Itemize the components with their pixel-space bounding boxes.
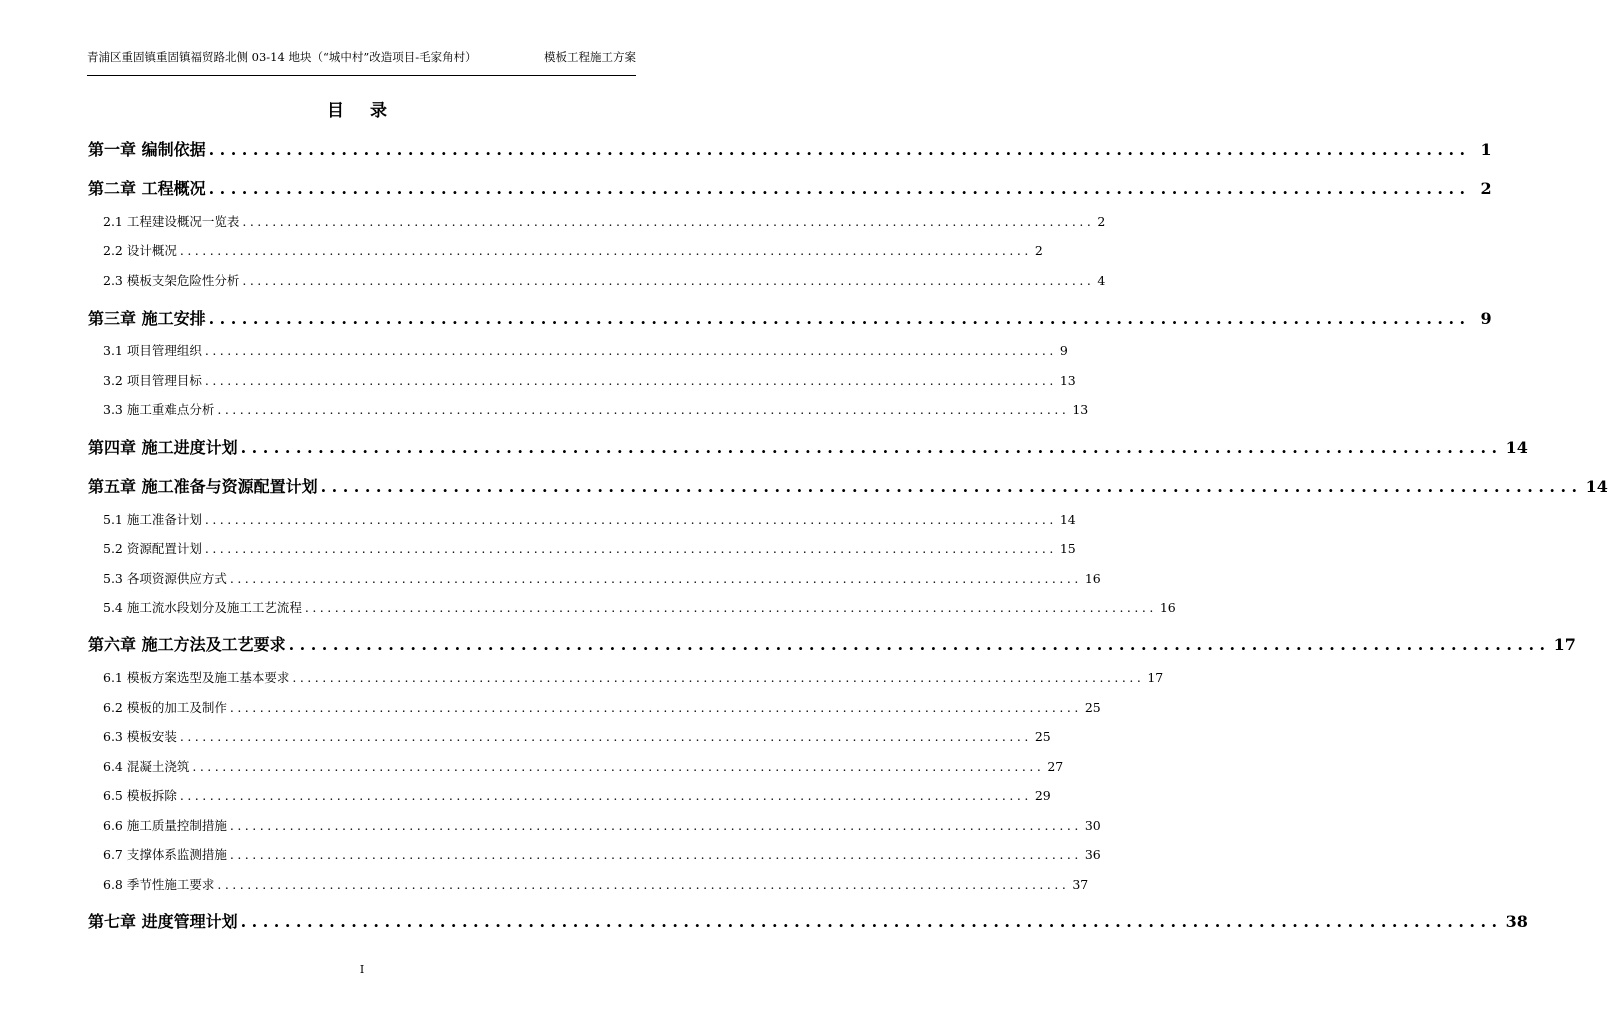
toc-page-number: 2 <box>1480 179 1492 198</box>
toc-leader-dots: .................................................................................................................. <box>240 438 1503 457</box>
toc-leader-dots: .................................................................................................................. <box>288 635 1551 654</box>
toc-page-number: 38 <box>1505 912 1528 931</box>
toc-section-6-5[interactable] <box>103 786 1051 804</box>
toc-page-number: 13 <box>1072 402 1089 417</box>
toc-section-6-1[interactable] <box>103 668 1164 686</box>
toc-title: 目 录 <box>327 101 397 121</box>
page-header <box>87 49 636 76</box>
toc-label: 6.2 模板的加工及制作 <box>103 700 227 715</box>
toc-chapter-4[interactable] <box>88 435 1528 458</box>
toc-page-number: 29 <box>1034 788 1051 803</box>
header-document-title: 模板工程施工方案 <box>544 50 636 64</box>
toc-section-6-7[interactable] <box>103 845 1101 863</box>
toc-page-number: 17 <box>1147 670 1164 685</box>
toc-label: 6.4 混凝土浇筑 <box>103 759 190 774</box>
toc-page-number: 25 <box>1034 729 1051 744</box>
toc-label: 第五章 施工准备与资源配置计划 <box>88 477 318 496</box>
toc-label: 2.1 工程建设概况一览表 <box>103 214 240 229</box>
toc-section-6-8[interactable] <box>103 875 1089 893</box>
toc-label: 6.6 施工质量控制措施 <box>103 818 227 833</box>
toc-label: 5.1 施工准备计划 <box>103 512 202 527</box>
toc-leader-dots: .................................................................................................................. <box>242 214 1095 229</box>
toc-chapter-5[interactable] <box>88 474 1608 497</box>
toc-page-number: 2 <box>1034 243 1043 258</box>
toc-leader-dots: .................................................................................................................. <box>242 273 1095 288</box>
toc-section-6-2[interactable] <box>103 698 1101 716</box>
toc-chapter-7[interactable] <box>88 909 1528 932</box>
toc-section-5-4[interactable] <box>103 598 1176 616</box>
toc-label: 5.2 资源配置计划 <box>103 541 202 556</box>
toc-label: 3.3 施工重难点分析 <box>103 402 215 417</box>
toc-section-5-1[interactable] <box>103 510 1076 528</box>
toc-page-number: 16 <box>1084 571 1101 586</box>
toc-leader-dots: .................................................................................................................. <box>179 243 1032 258</box>
toc-page-number: 36 <box>1084 847 1101 862</box>
toc-label: 6.7 支撑体系监测措施 <box>103 847 227 862</box>
toc-leader-dots: .................................................................................................................. <box>204 512 1057 527</box>
toc-label: 6.3 模板安装 <box>103 729 177 744</box>
toc-leader-dots: .................................................................................................................. <box>204 373 1057 388</box>
toc-label: 3.2 项目管理目标 <box>103 373 202 388</box>
toc-leader-dots: .................................................................................................................. <box>179 788 1032 803</box>
toc-label: 6.5 模板拆除 <box>103 788 177 803</box>
toc-leader-dots: .................................................................................................................. <box>292 670 1145 685</box>
toc-page-number: 25 <box>1084 700 1101 715</box>
toc-label: 第六章 施工方法及工艺要求 <box>88 635 286 654</box>
toc-section-6-3[interactable] <box>103 727 1051 745</box>
toc-page-number: 15 <box>1059 541 1076 556</box>
toc-chapter-2[interactable] <box>88 176 1492 199</box>
toc-leader-dots: .................................................................................................................. <box>229 847 1082 862</box>
toc-label: 第四章 施工进度计划 <box>88 438 238 457</box>
toc-label: 2.3 模板支架危险性分析 <box>103 273 240 288</box>
toc-page-number: 14 <box>1059 512 1076 527</box>
toc-leader-dots: .................................................................................................................. <box>208 179 1471 198</box>
toc-leader-dots: .................................................................................................................. <box>208 309 1471 328</box>
toc-section-5-3[interactable] <box>103 569 1101 587</box>
toc-page-number: 16 <box>1159 600 1176 615</box>
toc-section-6-4[interactable] <box>103 757 1064 775</box>
toc-label: 3.1 项目管理组织 <box>103 343 202 358</box>
toc-page-number: 27 <box>1047 759 1064 774</box>
toc-page-number: 14 <box>1505 438 1528 457</box>
toc-chapter-3[interactable] <box>88 306 1492 329</box>
toc-section-3-1[interactable] <box>103 341 1068 359</box>
toc-page-number: 37 <box>1072 877 1089 892</box>
toc-label: 2.2 设计概况 <box>103 243 177 258</box>
toc-leader-dots: .................................................................................................................. <box>304 600 1157 615</box>
toc-label: 5.3 各项资源供应方式 <box>103 571 227 586</box>
toc-section-3-2[interactable] <box>103 371 1076 389</box>
toc-section-2-1[interactable] <box>103 212 1106 230</box>
toc-leader-dots: .................................................................................................................. <box>229 571 1082 586</box>
toc-page-number: 1 <box>1480 140 1492 159</box>
toc-page-number: 9 <box>1059 343 1068 358</box>
toc-page-number: 13 <box>1059 373 1076 388</box>
toc-label: 第一章 编制依据 <box>88 140 206 159</box>
toc-section-2-3[interactable] <box>103 271 1106 289</box>
toc-leader-dots: .................................................................................................................. <box>217 877 1070 892</box>
toc-section-3-3[interactable] <box>103 400 1089 418</box>
toc-page-number: 9 <box>1480 309 1492 328</box>
toc-leader-dots: .................................................................................................................. <box>217 402 1070 417</box>
toc-page-number: 4 <box>1097 273 1106 288</box>
toc-section-5-2[interactable] <box>103 539 1076 557</box>
toc-page-number: 17 <box>1553 635 1576 654</box>
toc-leader-dots: .................................................................................................................. <box>204 541 1057 556</box>
toc-leader-dots: .................................................................................................................. <box>320 477 1583 496</box>
toc-leader-dots: .................................................................................................................. <box>229 818 1082 833</box>
toc-leader-dots: .................................................................................................................. <box>192 759 1045 774</box>
toc-section-6-6[interactable] <box>103 816 1101 834</box>
toc-chapter-6[interactable] <box>88 632 1576 655</box>
toc-page-number: 2 <box>1097 214 1106 229</box>
toc-page-number: 14 <box>1585 477 1608 496</box>
toc-chapter-1[interactable] <box>88 137 1492 160</box>
page-number-footer: I <box>359 963 365 976</box>
toc-label: 5.4 施工流水段划分及施工工艺流程 <box>103 600 302 615</box>
header-project-name: 青浦区重固镇重固镇福贸路北侧 03-14 地块（“城中村”改造项目-毛家角村） <box>87 50 477 64</box>
toc-page-number: 30 <box>1084 818 1101 833</box>
toc-leader-dots: .................................................................................................................. <box>240 912 1503 931</box>
toc-leader-dots: .................................................................................................................. <box>179 729 1032 744</box>
toc-label: 第七章 进度管理计划 <box>88 912 238 931</box>
toc-leader-dots: .................................................................................................................. <box>229 700 1082 715</box>
toc-label: 第二章 工程概况 <box>88 179 206 198</box>
toc-leader-dots: .................................................................................................................. <box>204 343 1057 358</box>
toc-label: 6.8 季节性施工要求 <box>103 877 215 892</box>
toc-section-2-2[interactable] <box>103 241 1043 259</box>
toc-leader-dots: .................................................................................................................. <box>208 140 1471 159</box>
toc-label: 第三章 施工安排 <box>88 309 206 328</box>
toc-label: 6.1 模板方案选型及施工基本要求 <box>103 670 290 685</box>
